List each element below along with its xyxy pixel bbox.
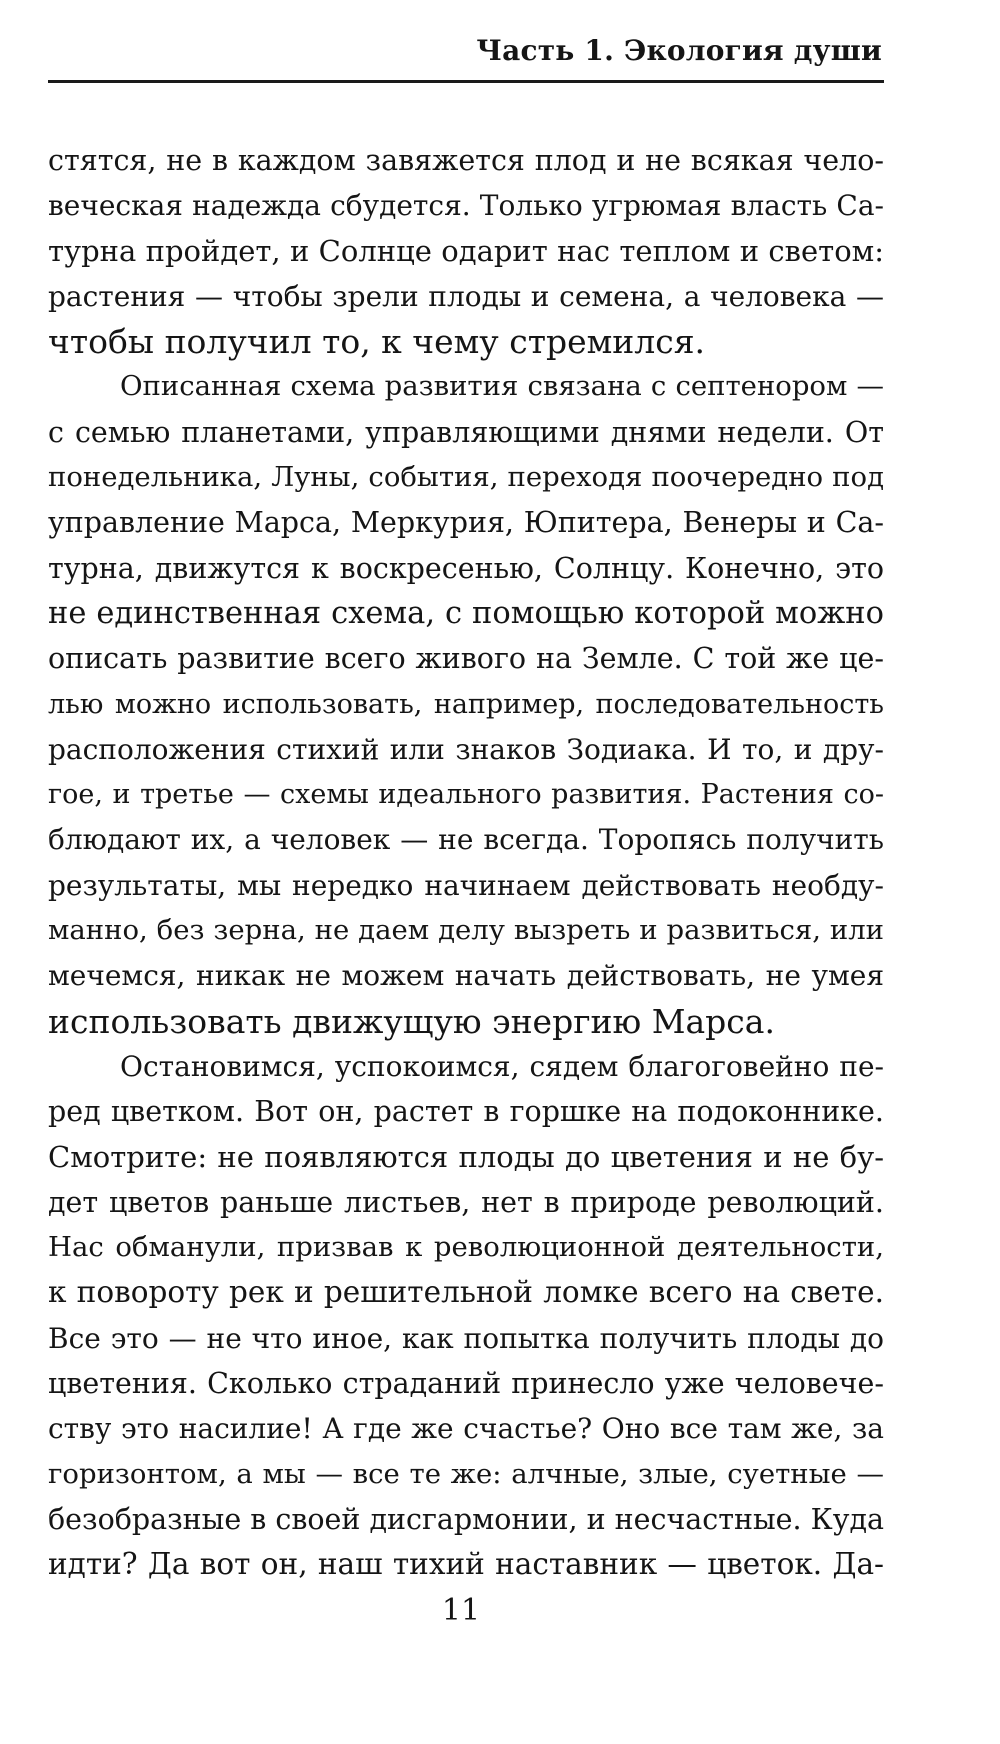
text-line: результаты, мы нередко начинаем действовать необду- — [48, 868, 884, 902]
text-line: к повороту рек и решительной ломке всего на свете. — [48, 1275, 884, 1310]
text-line: гое, и третье — схемы идеального развития. Растения со- — [48, 779, 884, 811]
running-head: Часть 1. Экология души — [476, 34, 882, 67]
text-line: идти? Да вот он, наш тихий наставник — цветок. Да- — [48, 1547, 884, 1582]
text-line: турна, движутся к воскресенью, Солнцу. Конечно, это — [48, 551, 884, 585]
text-line: Описанная схема развития связана с септенором — — [120, 370, 884, 403]
text-line: не единственная схема, с помощью которой можно — [48, 595, 884, 631]
text-line: с семью планетами, управляющими днями недели. От — [48, 415, 884, 449]
text-line: расположения стихий или знаков Зодиака. И то, и дру- — [48, 732, 884, 766]
text-line: горизонтом, а мы — все те же: алчные, злые, суетные — — [48, 1457, 884, 1490]
text-line: Смотрите: не появляются плоды до цветения и не бу- — [48, 1139, 884, 1174]
text-line: турна пройдет, и Солнце одарит нас теплом и светом: — [48, 233, 884, 268]
text-line: растения — чтобы зрели плоды и семена, а человека — — [48, 279, 884, 313]
text-line: веческая надежда сбудется. Только угрюмая власть Са- — [48, 189, 884, 223]
text-line: дет цветов раньше листьев, нет в природе революций. — [48, 1185, 884, 1219]
paragraph-3 — [48, 1044, 884, 1588]
text-line: понедельника, Луны, события, переходя поочередно под — [48, 461, 884, 494]
text-line: цветения. Сколько страданий принесло уже человече- — [48, 1367, 884, 1401]
text-line: чтобы получил то, к чему стремился. — [48, 322, 706, 362]
text-line: Остановимся, успокоимся, сядем благоговейно пе- — [120, 1049, 884, 1083]
text-line: безобразные в своей дисгармонии, и несчастные. Куда — [48, 1502, 884, 1536]
text-line: использовать движущую энергию Марса. — [48, 1001, 775, 1041]
paragraph-2 — [48, 364, 884, 1043]
text-line: ству это насилие! А где же счастье? Оно все там же, за — [48, 1412, 884, 1446]
body-text — [48, 138, 884, 1588]
text-line: ред цветком. Вот он, растет в горшке на подоконнике. — [48, 1095, 884, 1129]
text-line: описать развитие всего живого на Земле. С той же це- — [48, 642, 884, 676]
text-line: управление Марса, Меркурия, Юпитера, Венеры и Са- — [48, 506, 884, 540]
text-line: Нас обманули, призвав к революционной деятельности, — [48, 1231, 884, 1264]
page-number: 11 — [441, 1593, 481, 1628]
text-line: мечемся, никак не можем начать действовать, не умея — [48, 959, 884, 993]
text-line: манно, без зерна, не даем делу вызреть и развиться, или — [48, 914, 884, 947]
text-line: лью можно использовать, например, последовательность — [48, 688, 884, 720]
text-line: стятся, не в каждом завяжется плод и не всякая чело- — [48, 144, 884, 177]
paragraph-1 — [48, 138, 884, 364]
header-rule — [48, 80, 884, 83]
text-line: Все это — не что иное, как попытка получить плоды до — [48, 1321, 884, 1355]
text-line: блюдают их, а человек — не всегда. Торопясь получить — [48, 823, 884, 857]
